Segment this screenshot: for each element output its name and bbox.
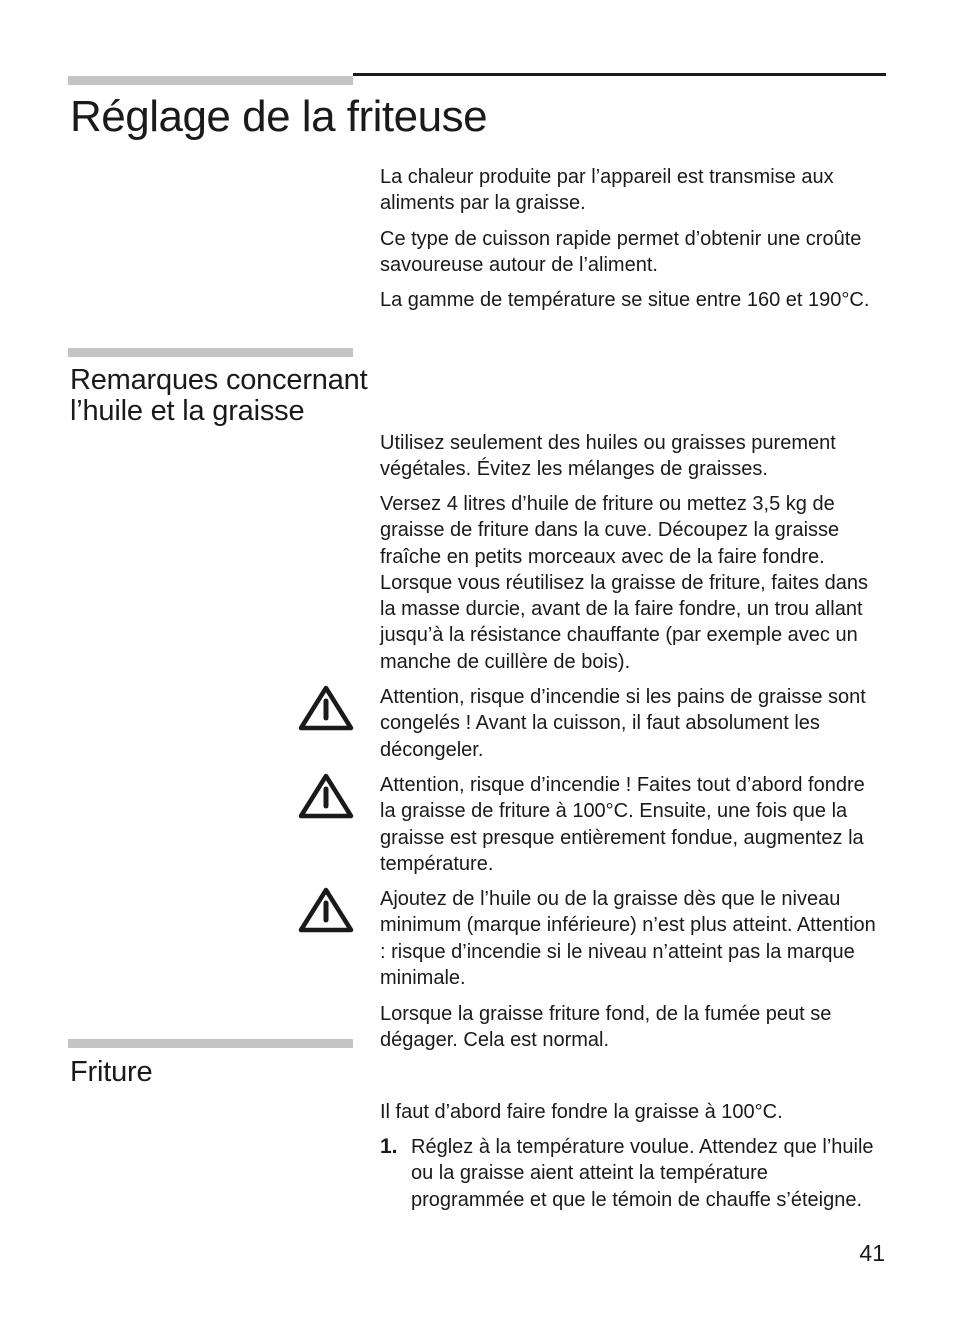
page-number: 41 (859, 1240, 885, 1266)
intro-paragraph-1: La chaleur produite par l’appareil est transmise aux aliments par la graisse. (380, 166, 834, 215)
section-heading-oil-line1: Remarques concernant (70, 364, 368, 396)
warning-icon (298, 886, 354, 934)
section-heading-oil (70, 365, 367, 427)
section-rule-oil (68, 348, 353, 357)
header-rule-black (353, 73, 886, 76)
section-heading-oil-line2: l’huile et la graisse (70, 395, 305, 427)
oil-paragraph-1: Utilisez seulement des huiles ou graisses purement végétales. Évitez les mélanges de graisses. (380, 432, 836, 481)
intro-paragraph-2: Ce type de cuisson rapide permet d’obtenir une croûte savoureuse autour de l’aliment. (380, 228, 862, 277)
section-rule-frying (68, 1039, 353, 1048)
warning-icon (298, 684, 354, 732)
section-heading-frying: Friture (70, 1056, 153, 1088)
oil-paragraph-2: Versez 4 litres d’huile de friture ou mettez 3,5 kg de graisse de friture dans la cuve. Découpez la graisse fraîche en petits morceaux avec de la faire fondre. Lorsque vous réutilisez la graisse de friture, faites dans la masse durcie, avant de la faire fondre, un trou allant jusqu’à la résistance chauffante (par exemple avec un manche de cuillère de bois). (380, 493, 869, 673)
page-title: Réglage de la friteuse (70, 92, 488, 141)
step-text: Réglez à la température voulue. Attendez que l’huile ou la graisse aient atteint la température programmée et que le témoin de chauffe s’éteigne. (411, 1136, 874, 1211)
warning-text-1: Attention, risque d’incendie si les pains de graisse sont congelés ! Avant la cuisson, il faut absolument les décongeler. (380, 686, 866, 761)
frying-paragraph-1: Il faut d’abord faire fondre la graisse à 100°C. (380, 1101, 783, 1123)
step-number: 1. (380, 1135, 398, 1158)
header-rule-grey (68, 76, 353, 85)
warning-text-3: Ajoutez de l’huile ou de la graisse dès que le niveau minimum (marque inférieure) n’est plus atteint. Attention : risque d’incendie si le niveau n’atteint pas la marque minimale. (380, 888, 876, 989)
oil-paragraph-3: Lorsque la graisse friture fond, de la fumée peut se dégager. Cela est normal. (380, 1003, 832, 1052)
intro-paragraph-3: La gamme de température se situe entre 160 et 190°C. (380, 289, 870, 311)
warning-icon (298, 772, 354, 820)
warning-text-2: Attention, risque d’incendie ! Faites tout d’abord fondre la graisse de friture à 100°C. Ensuite, une fois que la graisse est presque entièrement fondue, augmentez la température. (380, 774, 865, 875)
